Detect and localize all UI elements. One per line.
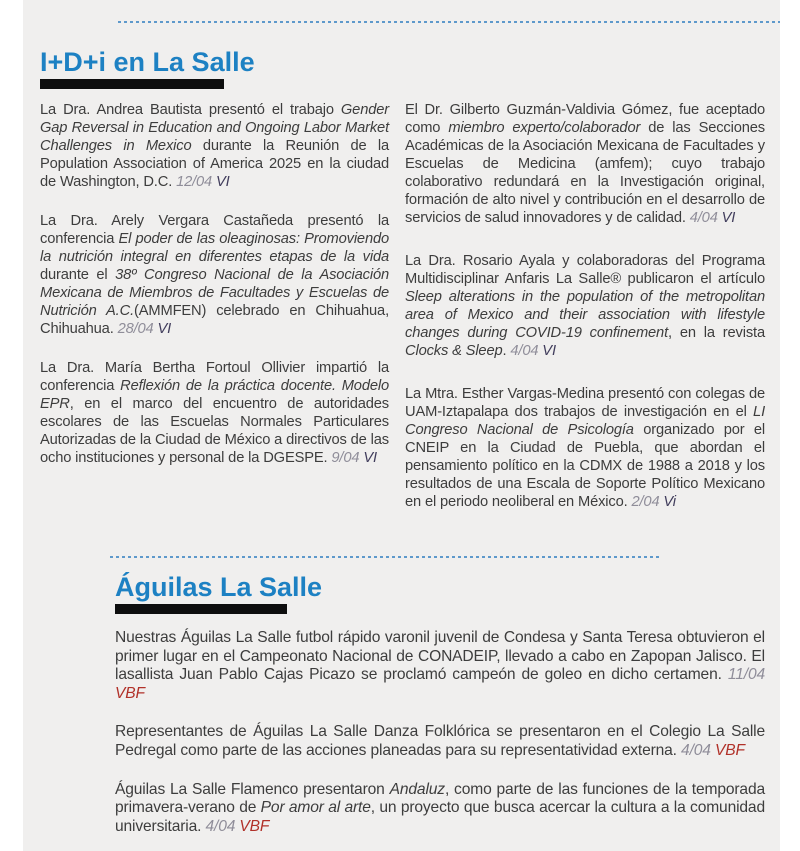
text-run: Gender Gap Reversal in Education and Ongoing Labor Market Challenges in Mexico — [40, 102, 389, 154]
author-initials: Vi — [663, 494, 676, 510]
date-stamp: 9/04 — [331, 450, 364, 466]
text-run: , en la revista — [668, 325, 765, 341]
text-run: Sleep alterations in the population of the metropolitan area of Mexico and their association with lifestyle changes during COVID-19 confinement — [405, 289, 765, 341]
text-run: El poder de las oleaginosas: Promoviendo la nutrición integral en diferentes etapas de la vida — [40, 231, 390, 265]
text-run: Representantes de Águilas La Salle Danza Folklórica se presentaron en el Colegio La Salle Pedregal como parte de las acciones planeadas para su representatividad externa. — [115, 723, 765, 759]
text-run: , en el marco del encuentro de autoridades escolares de las Escuelas Normales Particulares Autorizadas de la Ciudad de México a directivos de las ocho instituciones y personal de la DGESPE. — [40, 396, 389, 466]
text-run: Águilas La Salle Flamenco presentaron — [115, 780, 390, 798]
date-stamp: 4/04 — [681, 741, 715, 759]
date-stamp: 4/04 — [689, 210, 722, 226]
date-stamp: 11/04 — [727, 666, 765, 684]
date-stamp: 12/04 — [176, 174, 216, 190]
text-run: Andaluz — [389, 780, 445, 798]
section-aguilas-header — [115, 572, 765, 614]
news-paragraph — [40, 101, 389, 191]
text-run: Por amor al arte — [260, 799, 371, 817]
text-run: organizado por el CNEIP en la Ciudad de Puebla, que abordan el pensamiento político en la CDMX de 1988 a 2018 y los resultados de una Escala de Soporte Político Mexicano en el periodo neoliberal en México. — [405, 422, 765, 510]
author-initials: VBF — [239, 817, 270, 835]
text-run: La Dra. Arely Vergara Castañeda presentó la conferencia — [40, 213, 389, 247]
news-paragraph — [405, 385, 765, 511]
author-initials: VI — [157, 321, 172, 337]
author-initials: VI — [363, 450, 377, 466]
news-paragraph — [115, 629, 765, 703]
text-run: La Dra. Andrea Bautista presentó el trabajo — [40, 102, 341, 118]
text-run: de las Secciones Académicas de la Asociación Mexicana de Facultades y Escuelas de Medicina (amfem); cuyo trabajo colaborativo redundará en la Investigación original, formación de alto nivel y contribución en el desarrollo de servicios de salud innovadores y de calidad. — [405, 120, 765, 226]
text-run: , como parte de las funciones de la temporada primavera-verano de — [115, 780, 765, 817]
date-stamp: 4/04 — [205, 817, 240, 835]
text-run: LI Congreso Nacional de Psicología — [405, 404, 765, 438]
text-run: durante el — [40, 267, 116, 283]
text-run: La Dra. María Bertha Fortoul Ollivier impartió la conferencia — [40, 360, 389, 394]
section-idi — [23, 47, 780, 536]
author-initials: VBF — [115, 684, 145, 702]
idi-right-column — [405, 101, 765, 536]
section-aguilas-title: Águilas La Salle — [115, 572, 323, 602]
text-run: Clocks & Sleep — [405, 343, 503, 359]
text-run: Reflexión de la práctica docente. Modelo EPR — [40, 378, 389, 412]
text-run: La Dra. Rosario Ayala y colaboradoras del Programa Multidisciplinar Anfaris La Salle® publicaron el artículo — [405, 253, 765, 287]
section-aguilas — [115, 572, 780, 836]
text-run: 38º Congreso Nacional de la Asociación Mexicana de Miembros de Facultades y Escuelas de Nutrición A.C. — [40, 267, 389, 319]
date-stamp: 28/04 — [117, 321, 158, 337]
section-aguilas-underline-bar — [115, 604, 287, 614]
author-initials: VI — [542, 343, 556, 359]
news-paragraph — [405, 101, 765, 227]
news-paragraph — [40, 359, 389, 467]
news-paragraph — [115, 723, 765, 760]
text-run: . — [502, 343, 511, 359]
section-idi-underline-bar — [40, 79, 224, 89]
text-run: Nuestras Águilas La Salle futbol rápido varonil juvenil de Condesa y Santa Teresa obtuvieron el primer lugar en el Campeonato Nacional de CONADEIP, llevado a cabo en Zapopan Jalisco. El lasallista Juan Pablo Cajas Picazo se proclamó campeón de goleo en dicho certamen. — [115, 629, 765, 684]
text-run: miembro experto/colaborador — [448, 120, 641, 136]
idi-left-column — [40, 101, 389, 536]
section-idi-title: I+D+i en La Salle — [40, 47, 255, 77]
author-initials: VBF — [714, 741, 745, 759]
author-initials: VI — [216, 174, 230, 190]
text-run: La Mtra. Esther Vargas-Medina presentó con colegas de UAM-Iztapalapa dos trabajos de investigación en el — [405, 386, 765, 420]
news-paragraph — [405, 252, 765, 360]
author-initials: VI — [721, 210, 736, 226]
section-idi-header — [40, 47, 765, 89]
text-run: (AMMFEN) celebrado en Chihuahua, Chihuahua. — [40, 303, 389, 337]
idi-two-column-layout — [40, 101, 765, 536]
top-dashed-divider — [118, 21, 780, 23]
text-run: durante la Reunión de la Population Association of America 2025 en la ciudad de Washington, D.C. — [40, 138, 389, 190]
news-paragraph — [40, 212, 389, 338]
text-run: , un proyecto que busca acercar la cultura a la comunidad universitaria. — [115, 799, 765, 835]
date-stamp: 4/04 — [510, 343, 543, 359]
middle-dashed-divider — [110, 556, 662, 558]
newsletter-page — [23, 0, 780, 851]
text-run: El Dr. Gilberto Guzmán-Valdivia Gómez, fue aceptado como — [405, 102, 765, 136]
date-stamp: 2/04 — [631, 494, 664, 510]
news-paragraph — [115, 781, 765, 837]
